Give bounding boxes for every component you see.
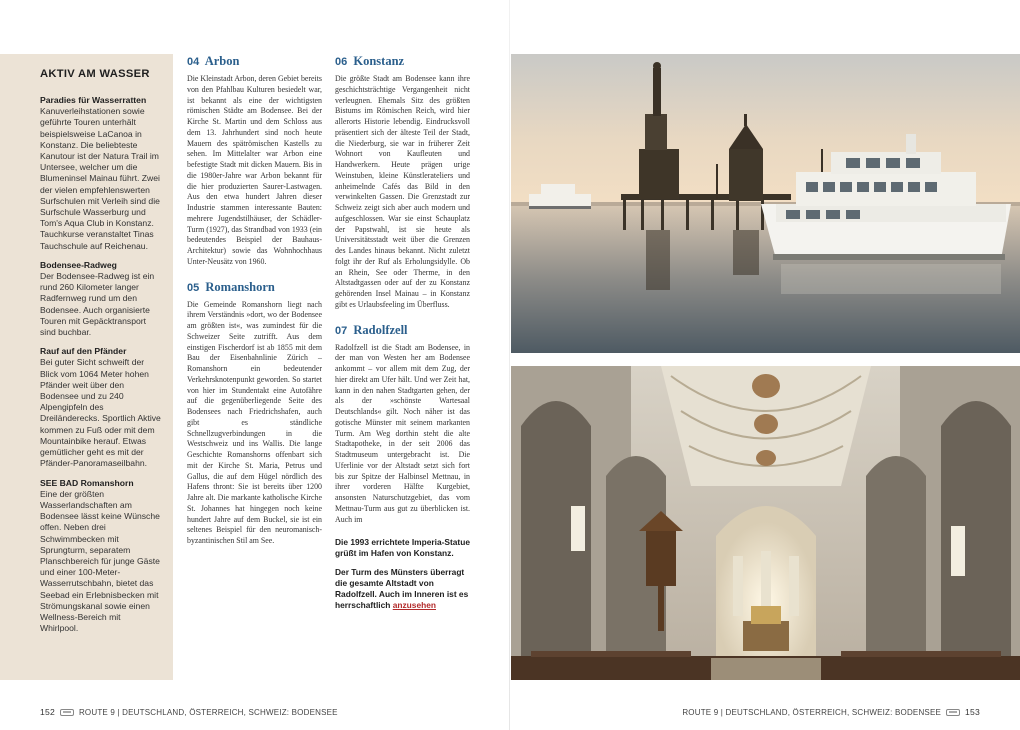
section-heading-romanshorn [187,280,322,295]
section-heading-konstanz [335,54,470,69]
footer-left [40,707,338,717]
sidebar-block-radweg [40,260,161,338]
bus-icon [946,709,960,716]
section-text-konstanz: Die größte Stadt am Bodensee kann ihre geschichtsträchtige Vergangenheit nicht verleugnen. Ehemals Sitz des größten Bistums im Römischen Reich, wird hier allerorts Historie lebendig. Eindrucksvoll präsentiert sich der älteste Teil der Stadt, die Niederburg, sie war in früherer Zeit Wohnort von Kaufleuten und Handwerkern. Heute prägen urige Weinstuben, kleine Künstlerateliers und anheimelnde Cafés das Bild in den verwinkelten Gassen. Die Grenzstadt zur Schweiz zeigt sich aber auch modern und aufgeschlossen. War sie einst Schauplatz der Papstwahl, ist sie heute als Universitätsstadt weit über die Grenzen des Landes hinaus bekannt. Nicht zuletzt folgt ihr der Ruf als Erholungsidylle. Ob an Rhein, See oder Therme, in den Altstadtgassen oder auf der zu Konstanz gehörenden Insel Mainau – in Konstanz gibt es Urlaubsfeeling im Überfluss. [335,74,470,309]
section-heading-arbon [187,54,322,69]
photo-muenster-interior [511,366,1020,680]
caption-imperia: Die 1993 errichtete Imperia-Statue grüßt im Hafen von Konstanz. [335,537,470,559]
section-number: 06 [335,56,348,68]
church-illustration [511,366,1020,680]
sidebar-block-wasserratten [40,95,161,252]
section-title: Konstanz [353,54,405,68]
footer-right [682,707,980,717]
section-text-arbon: Die Kleinstadt Arbon, deren Gebiet bereits von den Pfahlbau Kulturen besiedelt war, ist bekannt als eine der wichtigsten römischen Städte am Bodensee. Bei der Kirche St. Martin und dem Schloss aus dem 13. Jahrhundert sind noch heute Mauern des spätrömischen Kastells zu sehen. Im Mittelalter war Arbon eine befestigte Stadt mit dicken Mauern. Bis in die 1980er-Jahre war Arbon bekannt für die hier produzierten Saurer-Lastwagen. Aus den etwa hundert Jahren dieser Industrie stammen interessante Bauten: mehrere Jugendstilhäuser, der Schädler-Turm (1927), das Strandbad von 1933 (ein bedeutendes Beispiel der Bauhaus-Architektur) sowie das Wohnhochhaus Unter-Neusätz von 1960. [187,74,322,266]
photo-konstanz-harbour [511,54,1020,353]
footer-route-text-right: ROUTE 9 | DEUTSCHLAND, ÖSTERREICH, SCHWEIZ: BODENSEE [682,707,942,717]
sidebar-block-text: Kanuverleihstationen sowie geführte Touren unterhält beispielsweise LaCanoa in Konstanz. Die beliebteste Kanutour ist der Natura Trail im Untersee, welcher um die Blumeninsel Mainau führt. Zwei der vielen empfehlenswerten Surfschulen mit Verleih sind die Surfschule Wasserburg und Tom's Aqua Club in Konstanz. Tauchkurse veranstaltet Tinas Tauchschule auf Reichenau. [40,106,160,251]
harbour-illustration [511,54,1020,353]
text-column-2 [335,54,470,619]
caption-muenster-text: Der Turm des Münsters überragt die gesamte Altstadt von Radolfzell. Auch im Inneren ist es herrschaftlich [335,567,469,611]
section-number: 04 [187,56,200,68]
page-number-left: 152 [40,707,55,717]
sidebar-block-title: Bodensee-Radweg [40,259,117,270]
sidebar-block-title: Rauf auf den Pfänder [40,346,127,357]
text-column-1 [187,54,322,559]
section-number: 05 [187,281,200,294]
sidebar-block-pfaender [40,346,161,469]
section-number: 07 [335,324,348,337]
page-number-right: 153 [965,707,980,717]
sidebar-aktiv-am-wasser [0,54,173,680]
sidebar-block-seebad [40,478,161,635]
section-title: Radolfzell [353,322,408,337]
bus-icon [60,709,74,716]
caption-link[interactable]: anzusehen [392,600,437,611]
sidebar-block-title: SEE BAD Romanshorn [40,477,134,488]
sidebar-block-text: Eine der größten Wasserlandschaften am Bodensee lässt keine Wünsche offen. Neben drei Schwimmbecken mit Sprungturm, separatem Planschbereich für junge Gäste und einer 100-Meter-Wasserrutschbahn, bietet das Seebad ein Erlebnisbecken mit Strömungskanal sowie einen Wellness-Bereich mit Whirlpool. [40,488,160,634]
section-text-radolfzell: Radolfzell ist die Stadt am Bodensee, in der man von Westen her am Bodensee ankommt – vor allem mit dem Zug, der hier direkt am Ufer hält. Und wer Zeit hat, kann in den nahen Stadtgarten gehen, der als der »schönste Wartesaal Deutschlands« gilt. Noch näher ist das gotische Münster mit seinem markanten Turm. Am Weg dorthin steht die alte Stadtapotheke, in der seit 2006 das Stadtmuseum untergebracht ist. Die Uferlinie vor der Altstadt setzt sich fort bis zur Spitze der Halbinsel Mettnau, in ihrer vorderen Hälfte Kurgebiet, ansonsten Naturschutzgebiet, das vom Mettnau-Turm aus gut zu überblicken ist. Auch im [335,342,470,524]
section-title: Romanshorn [205,279,275,294]
sidebar-title: AKTIV AM WASSER [40,68,150,80]
sidebar-block-text: Bei guter Sicht schweift der Blick vom 1064 Meter hohen Pfänder weit über den Bodensee und zu 240 Alpengipfeln des Dreiländerecks. Sportlich Aktive kommen zu Fuß oder mit dem Mountainbike herauf. Etwas gemütlicher geht es mit der Pfänder-Panoramaseilbahn. [40,357,161,469]
section-title: Arbon [204,54,240,68]
footer-route-text-left: ROUTE 9 | DEUTSCHLAND, ÖSTERREICH, SCHWEIZ: BODENSEE [78,707,338,717]
section-text-romanshorn: Die Gemeinde Romanshorn liegt nach ihrem Verständnis »dort, wo der Bodensee am größten ist«, was zumindest für die Schweizer Seite zutrifft. Aus dem einstigen Fischerdorf ist ab 1855 mit dem Bau der Eisenbahnlinie Zürich – Romanshorn ein bedeutender Verkehrsknotenpunkt geworden. So startet von hier im Stundentakt eine Autofähre auf die gegenüberliegende Seite des Bodensees nach Friedrichshafen, auch gibt es ständliche Schnellzugverbindungen in die Westschweiz und ins Wallis. Die lange Geschichte Romanshorns offenbart sich mit der Kirche St. Maria, Petrus und Gallus, die auf dem Hügel nördlich des Hafens thront: Sie ist bereits über 1200 Jahre alt. Die markante katholische Kirche St. Johannes hat hingegen noch keine hundert Jahre auf dem Buckel, sie ist ein seltenes Beispiel für den neuromanisch-byzantinischen Stil am See. [187,299,322,545]
sidebar-block-title: Paradies für Wasserratten [40,95,147,105]
caption-muenster [335,567,470,611]
sidebar-block-text: Der Bodensee-Radweg ist ein rund 260 Kilometer langer Radfernweg rund um den Bodensee. Auch organisierte Touren mit Gepäcktransport sind buchbar. [40,271,155,338]
section-heading-radolfzell [335,323,470,338]
